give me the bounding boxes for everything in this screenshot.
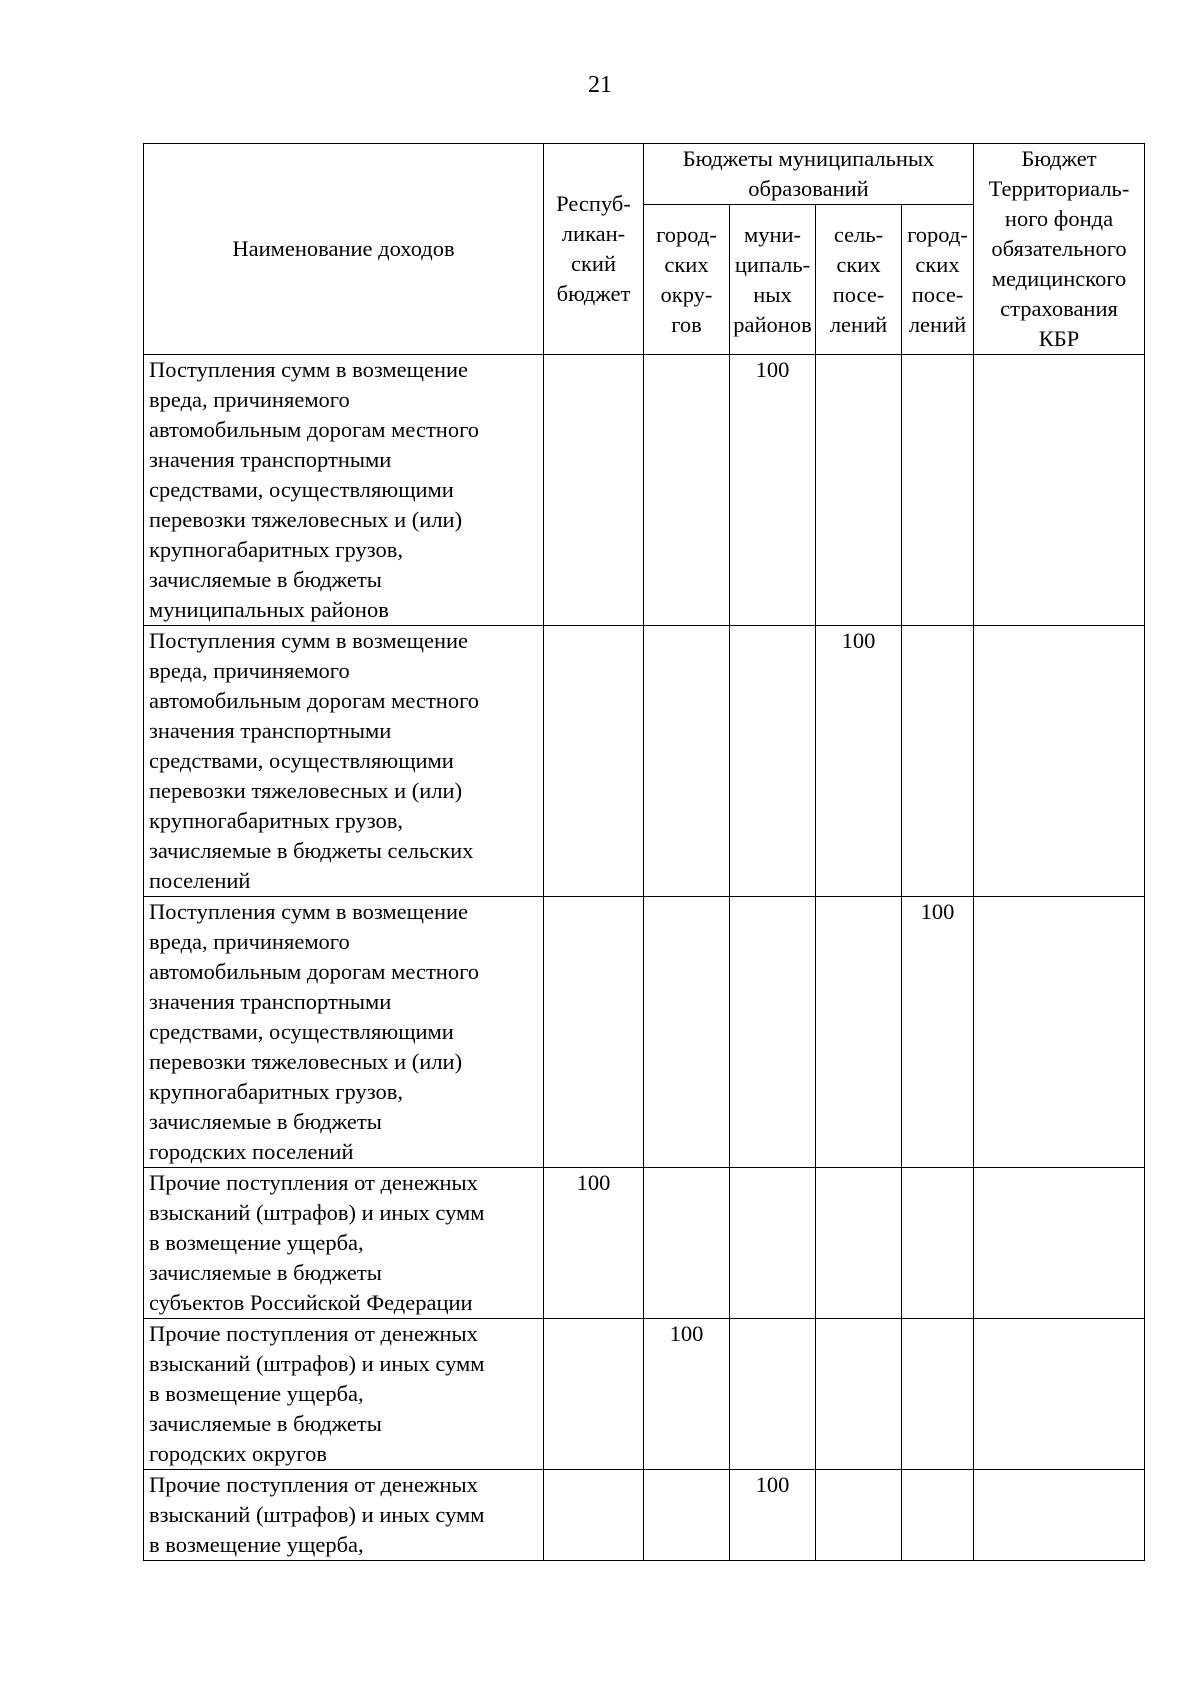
income-name-line: в возмещение ущерба, <box>149 1230 364 1255</box>
header-line: город- <box>907 221 968 247</box>
table-row <box>144 626 1145 897</box>
percentage-cell: 100 <box>730 355 816 626</box>
income-name-line: вреда, причиняемого <box>149 387 350 412</box>
header-line: посе- <box>832 281 885 307</box>
income-name-line: средствами, осуществляющими <box>149 477 454 502</box>
income-name-line: крупногабаритных грузов, <box>149 808 403 833</box>
page-number: 21 <box>588 72 612 98</box>
percentage-cell <box>816 355 902 626</box>
header-municipal-districts <box>730 205 816 355</box>
header-line: посе- <box>911 281 964 307</box>
percentage-cell <box>544 1319 644 1470</box>
header-line: сель- <box>833 221 884 247</box>
header-line: ных <box>753 281 792 307</box>
percentage-cell <box>816 1319 902 1470</box>
income-name-line: вреда, причиняемого <box>149 929 350 954</box>
income-name-line: вреда, причиняемого <box>149 658 350 683</box>
percentage-cell: 100 <box>816 626 902 897</box>
header-line: лений <box>908 311 967 337</box>
header-line: ских <box>915 251 960 277</box>
percentage-cell <box>644 897 730 1168</box>
percentage-cell <box>544 355 644 626</box>
header-republican-budget <box>544 144 644 355</box>
percentage-cell <box>816 1470 902 1561</box>
percentage-cell <box>902 626 974 897</box>
percentage-cell: 100 <box>730 1470 816 1561</box>
percentage-cell <box>974 626 1145 897</box>
income-name-line: Прочие поступления от денежных <box>149 1170 478 1195</box>
header-line: Территориаль- <box>988 176 1130 201</box>
income-name-line: средствами, осуществляющими <box>149 748 454 773</box>
table-row <box>144 1319 1145 1470</box>
income-name-line: зачисляемые в бюджеты сельских <box>149 838 474 863</box>
header-urban-settlements <box>902 205 974 355</box>
income-name-line: поселений <box>149 868 251 893</box>
percentage-cell: 100 <box>544 1168 644 1319</box>
income-name-line: значения транспортными <box>149 718 392 743</box>
header-line: Бюджет <box>1021 146 1097 171</box>
header-line: страхования <box>1000 296 1118 321</box>
header-city-districts <box>644 205 730 355</box>
income-name-line: взысканий (штрафов) и иных сумм <box>149 1200 485 1225</box>
table-row <box>144 355 1145 626</box>
percentage-cell <box>816 1168 902 1319</box>
income-name-line: Поступления сумм в возмещение <box>149 357 469 382</box>
header-line: ских <box>664 251 709 277</box>
header-line: КБР <box>1038 326 1080 351</box>
income-name-line: Прочие поступления от денежных <box>149 1321 478 1346</box>
header-line: образований <box>748 176 869 201</box>
income-name-line: зачисляемые в бюджеты <box>149 567 382 592</box>
percentage-cell <box>730 626 816 897</box>
income-name-line: Поступления сумм в возмещение <box>149 899 469 924</box>
percentage-cell <box>974 1319 1145 1470</box>
header-line: окру- <box>660 281 713 307</box>
percentage-cell <box>902 1168 974 1319</box>
percentage-cell <box>974 355 1145 626</box>
percentage-cell <box>730 1168 816 1319</box>
income-name-line: в возмещение ущерба, <box>149 1381 364 1406</box>
percentage-cell <box>902 1319 974 1470</box>
percentage-cell <box>974 897 1145 1168</box>
header-line: ципаль- <box>734 251 811 277</box>
header-line: гов <box>671 311 702 337</box>
header-municipal-budgets <box>644 144 974 205</box>
income-name-line: городских поселений <box>149 1139 354 1164</box>
header-income-name: Наименование доходов <box>144 144 544 355</box>
header-line: обязательного <box>991 236 1127 261</box>
income-distribution-table <box>143 143 1145 1561</box>
income-name-line: взысканий (штрафов) и иных сумм <box>149 1351 485 1376</box>
percentage-cell <box>730 1319 816 1470</box>
percentage-cell: 100 <box>902 897 974 1168</box>
percentage-cell <box>730 897 816 1168</box>
income-name-cell <box>144 1470 544 1561</box>
income-name-line: зачисляемые в бюджеты <box>149 1109 382 1134</box>
income-name-line: Прочие поступления от денежных <box>149 1472 478 1497</box>
income-name-line: перевозки тяжеловесных и (или) <box>149 1049 463 1074</box>
header-line: ский <box>571 251 616 276</box>
header-line: лений <box>829 311 888 337</box>
income-name-cell <box>144 897 544 1168</box>
income-name-cell <box>144 626 544 897</box>
percentage-cell <box>544 897 644 1168</box>
percentage-cell <box>544 1470 644 1561</box>
header-line: Респуб- <box>556 191 631 216</box>
percentage-cell <box>902 1470 974 1561</box>
percentage-cell: 100 <box>644 1319 730 1470</box>
table-row <box>144 1168 1145 1319</box>
income-name-line: автомобильным дорогам местного <box>149 688 479 713</box>
income-name-line: значения транспортными <box>149 447 392 472</box>
income-name-line: муниципальных районов <box>149 597 389 622</box>
table-row <box>144 1470 1145 1561</box>
header-line: муни- <box>743 221 802 247</box>
income-name-line: средствами, осуществляющими <box>149 1019 454 1044</box>
header-line: бюджет <box>556 281 631 306</box>
percentage-cell <box>974 1168 1145 1319</box>
table-row <box>144 897 1145 1168</box>
income-name-line: субъектов Российской Федерации <box>149 1290 473 1315</box>
income-name-line: перевозки тяжеловесных и (или) <box>149 778 463 803</box>
header-line: ликан- <box>561 221 626 246</box>
percentage-cell <box>644 355 730 626</box>
percentage-cell <box>816 897 902 1168</box>
income-name-line: автомобильным дорогам местного <box>149 959 479 984</box>
percentage-cell <box>644 1168 730 1319</box>
income-name-line: перевозки тяжеловесных и (или) <box>149 507 463 532</box>
income-name-cell <box>144 1168 544 1319</box>
income-name-line: крупногабаритных грузов, <box>149 537 403 562</box>
header-line: ских <box>836 251 881 277</box>
income-name-line: зачисляемые в бюджеты <box>149 1260 382 1285</box>
income-name-line: взысканий (штрафов) и иных сумм <box>149 1502 485 1527</box>
income-name-line: в возмещение ущерба, <box>149 1532 364 1557</box>
header-rural-settlements <box>816 205 902 355</box>
header-line: ного фонда <box>1004 206 1114 231</box>
percentage-cell <box>544 626 644 897</box>
percentage-cell <box>974 1470 1145 1561</box>
header-line: город- <box>656 221 717 247</box>
income-name-cell <box>144 1319 544 1470</box>
income-name-line: крупногабаритных грузов, <box>149 1079 403 1104</box>
header-line: Бюджеты муниципальных <box>682 146 935 171</box>
header-line: медицинского <box>991 266 1127 291</box>
income-name-cell <box>144 355 544 626</box>
header-tfoms-budget <box>974 144 1145 355</box>
header-line: районов <box>733 311 812 337</box>
percentage-cell <box>644 1470 730 1561</box>
income-name-line: зачисляемые в бюджеты <box>149 1411 382 1436</box>
income-name-line: Поступления сумм в возмещение <box>149 628 469 653</box>
percentage-cell <box>644 626 730 897</box>
income-name-line: значения транспортными <box>149 989 392 1014</box>
percentage-cell <box>902 355 974 626</box>
income-name-line: городских округов <box>149 1441 327 1466</box>
income-name-line: автомобильным дорогам местного <box>149 417 479 442</box>
